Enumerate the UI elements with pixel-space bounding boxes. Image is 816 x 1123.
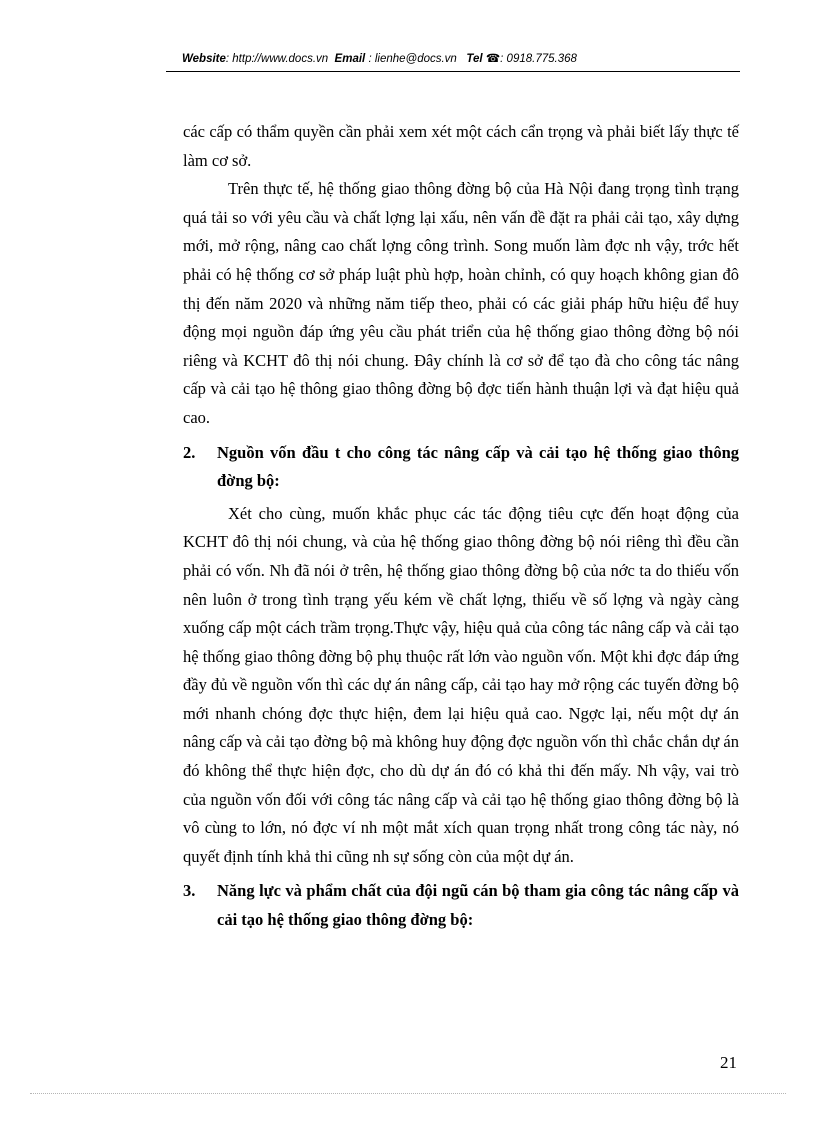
tel-value: : 0918.775.368: [500, 53, 577, 65]
email-label: Email: [334, 53, 366, 65]
header-rule: [166, 71, 740, 72]
document-body: [183, 118, 739, 939]
tel-label: Tel: [466, 53, 483, 65]
section-number-2: 2.: [183, 442, 196, 462]
page-number: 21: [720, 1053, 737, 1072]
section-number-3: 3.: [183, 881, 196, 901]
email-value: : lienhe@docs.vn: [368, 53, 457, 65]
footer-rule: [30, 1093, 786, 1094]
section-title-2: Nguồn vốn đầu t cho công tác nâng cấp và cải tạo hệ thống giao thông đờng bộ:: [217, 442, 739, 491]
website-value: : http://www.docs.vn: [225, 53, 329, 65]
paragraph-3: Xét cho cùng, muốn khắc phục các tác động tiêu cực đến hoạt động của KCHT đô thị nói chung, và của hệ thống giao thông đờng bộ nói riêng thì đều cần phải có vốn. Nh đã nói ở trên, hệ thống giao thông đờng bộ của nớc ta do thiếu vốn nên luôn ở trong tình trạng yếu kém về chất lợng, thiếu về số lợng và ngày càng xuống cấp một cách trầm trọng.Thực vậy, hiệu quả của công tác nâng cấp và cải tạo hệ thống giao thông đờng bộ phụ thuộc rất lớn vào nguồn vốn. Một khi đợc đáp ứng đầy đủ về nguồn vốn thì các dự án nâng cấp, cải tạo hay mở rộng các tuyến đờng bộ mới nhanh chóng đợc thực hiện, đem lại hiệu quả cao. Ngợc lại, nếu một dự án nâng cấp và cải tạo đờng bộ mà không huy động đợc nguồn vốn thì chắc chắn dự án đó không thể thực hiện đợc, cho dù dự án đó có khả thi đến mấy. Nh vậy, vai trò của nguồn vốn đối với công tác nâng cấp và cải tạo hệ thống giao thông đờng bộ là vô cùng to lớn, nó đợc ví nh một mắt xích quan trọng nhất trong công tác này, nó quyết định tính khả thi cũng nh sự sống còn của một dự án.: [183, 503, 739, 866]
phone-icon: ☎: [485, 53, 501, 65]
paragraph-1: các cấp có thẩm quyền cần phải xem xét một cách cẩn trọng và phải biết lấy thực tế làm cơ sở.: [183, 122, 739, 170]
page-header: [182, 51, 577, 65]
paragraph-2: Trên thực tế, hệ thống giao thông đờng bộ của Hà Nội đang trọng tình trạng quá tải so với yêu cầu và chất lợng lại xấu, nên vấn đề đặt ra phải cải tạo, xây dựng mới, mở rộng, nâng cao chất lợng công trình. Song muốn làm đợc nh vậy, trớc hết phải có hệ thống cơ sở pháp luật phù hợp, hoàn chỉnh, có quy hoạch không gian đô thị đến năm 2020 và những năm tiếp theo, phải có các giải pháp hữu hiệu để huy động mọi nguồn đáp ứng yêu cầu phát triển của hệ thống giao thông đờng bộ nói riêng và KCHT đô thị nói chung. Đây chính là cơ sở để tạo đà cho công tác nâng cấp và cải tạo hệ thông giao thông đờng bộ đợc tiến hành thuận lợi và đạt hiệu quả cao.: [183, 179, 739, 427]
section-title-3: Năng lực và phẩm chất của đội ngũ cán bộ tham gia công tác nâng cấp và cải tạo hệ thống giao thông đờng bộ:: [217, 881, 739, 930]
section-heading-2: [183, 439, 739, 496]
section-heading-3: [183, 877, 739, 934]
website-label: Website: [182, 53, 226, 65]
